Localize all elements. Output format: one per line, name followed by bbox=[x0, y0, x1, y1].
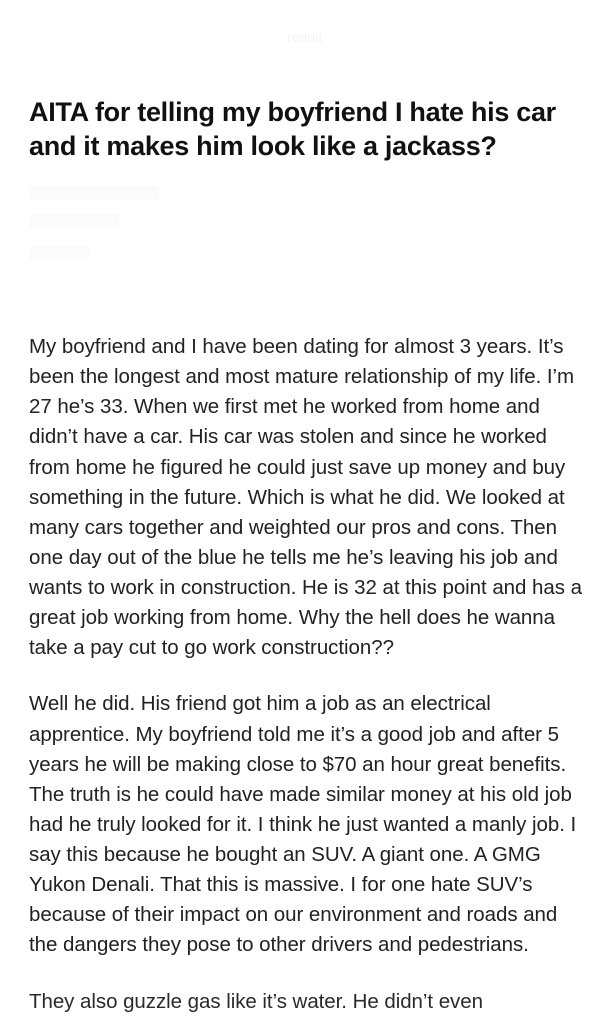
post-paragraph: They also guzzle gas like it’s water. He didn’t even bbox=[29, 989, 483, 1013]
bottom-fade bbox=[0, 1016, 610, 1024]
placeholder-line-3 bbox=[29, 246, 89, 260]
post-paragraph: Well he did. His friend got him a job as an electrical apprentice. My boyfriend told me it’s a good job and after 5 years he will be making close to $70 an hour great benefits. The truth is he could have made similar money at his old job had he truly looked for it. I think he just wanted a manly job. I say this because he bought an SUV. A giant one. A GMG Yukon Denali. That this is massive. I for one hate SUV’s because of their impact on our environment and roads and the dangers they pose to other drivers and pedestrians. bbox=[29, 692, 577, 957]
post-paragraph: My boyfriend and I have been dating for almost 3 years. It’s been the longest and most mature relationship of my life. I’m 27 he’s 33. When we first met he worked from home and didn’t have a car. His car was stolen and since he worked from home he figured he could just save up money and buy something in the future. Which is what he did. We looked at many cars together and weighted our pros and cons. Then one day out of the blue he tells me he’s leaving his job and wants to work in construction. He is 32 at this point and has a great job working from home. Why the hell does he wanna take a pay cut to go work construction?? bbox=[29, 335, 582, 660]
placeholder-line-2 bbox=[29, 214, 119, 228]
watermark-text: reddit bbox=[287, 30, 323, 45]
post-body bbox=[29, 332, 589, 1017]
page-title: AITA for telling my boyfriend I hate his car and it makes him look like a jackass? bbox=[29, 97, 556, 161]
placeholder-line-1 bbox=[29, 186, 159, 200]
